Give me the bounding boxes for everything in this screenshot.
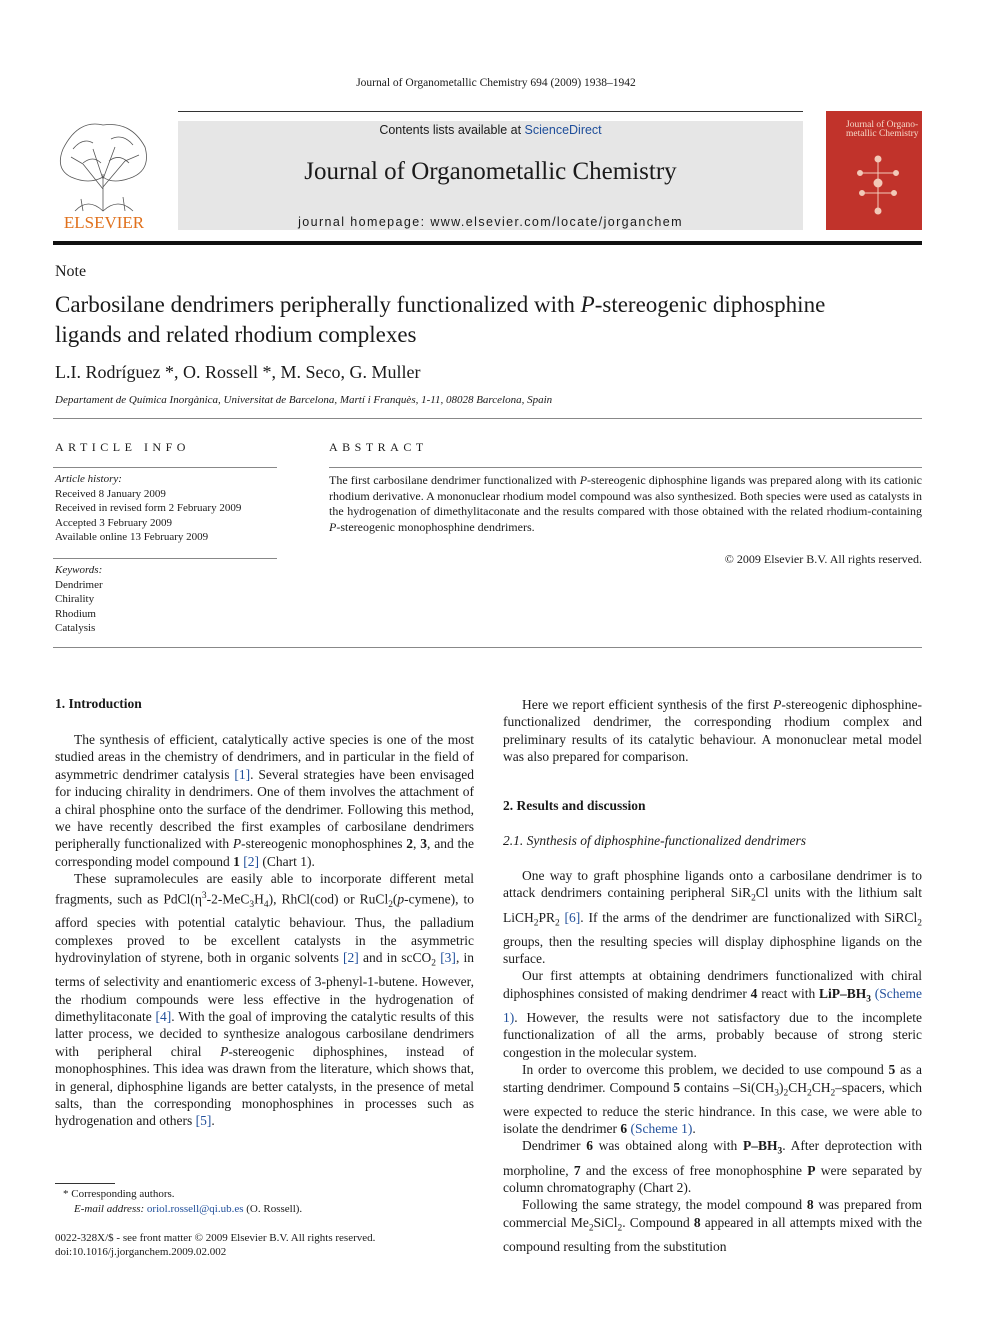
header-rule [178, 111, 803, 112]
history-item: Received 8 January 2009 [55, 487, 166, 500]
section-heading-introduction: 1. Introduction [55, 696, 142, 711]
history-item: Received in revised form 2 February 2009 [55, 502, 242, 514]
elsevier-logo [53, 119, 155, 233]
history-item: Available online 13 February 2009 [55, 531, 209, 543]
divider [53, 418, 922, 419]
keywords-label: Keywords: [55, 564, 103, 576]
history-label: Article history: [55, 473, 122, 485]
divider [53, 558, 277, 559]
bottom-info [55, 1231, 375, 1259]
running-header: Journal of Organometallic Chemistry 694 (2009) 1938–1942 [356, 77, 636, 89]
article-type: Note [55, 263, 87, 280]
cover-molecule-icon [848, 151, 908, 221]
doi-line[interactable]: doi:10.1016/j.jorganchem.2009.02.002 [55, 1246, 227, 1258]
authors: L.I. Rodríguez *, O. Rossell *, M. Seco, G. Muller [55, 362, 421, 382]
paragraph: Our first attempts at obtaining dendrimers functionalized with chiral diphosphines consisted of making dendrimer 4 react with LiP–$BH_3$ (Scheme 1). However, the results were not satisfactory due to the incomplete functionalization of all the arms, probably because of strong steric congestion in the molecular system. [503, 968, 923, 1060]
paragraph: One way to graft phosphine ligands onto a carbosilane dendrimer is to attack dendrimers containing peripheral SiR$_2$Cl units with the lithium salt $LiCH_2PR_2$ [6]. If the arms of the dendrimer are functionalized with SiRCl$_2$ groups, then the resulting species will display diphosphine ligands on the surface. [503, 868, 923, 966]
history-item: Accepted 3 February 2009 [55, 516, 172, 529]
divider [53, 647, 922, 648]
cover-title: Journal of Organo-metallic Chemistry [846, 120, 919, 139]
keyword-item: Catalysis [55, 622, 96, 634]
paragraph: The synthesis of efficient, catalytically active species is one of the most studied areas in the chemistry of dendrimers, and in particular in the field of asymmetric dendrimer catalysis [1]. Several strategies have been envisaged for inducing chirality in dendrimers. One of them involves the attachment of a chiral phosphine onto the surface of the dendrimer. Following this method, we have recently described the first examples of carbosilane dendrimers peripherally functionalized with P-stereogenic monophosphines 2, 3, and the corresponding model compound 1 [2] (Chart 1). [55, 732, 475, 869]
article-title: Carbosilane dendrimers peripherally functionalized with P-stereogenic diphosphine ligands and related rhodium complexes [55, 292, 826, 347]
keyword-item: Dendrimer [55, 578, 103, 591]
footnote-rule [55, 1183, 115, 1184]
paragraph: Dendrimer 6 was obtained along with $P-BH_3$. After deprotection with morpholine, 7 and the excess of free monophosphine P were separated by column chromatography (Chart 2). [503, 1138, 922, 1195]
abstract-text: The first carbosilane dendrimer functionalized with P-stereogenic diphosphine ligands was prepared along with its cationic rhodium derivative. A mononuclear rhodium model compound was also synthesized. Both species were used as catalysts in the hydrogenation of dimethylitaconate and the results compared with those obtained with the related rhodium-containing P-stereogenic monophosphine dendrimers. [329, 473, 922, 534]
sciencedirect-link[interactable]: ScienceDirect [524, 123, 602, 137]
article-info-heading: ARTICLE INFO [55, 440, 190, 454]
divider [329, 467, 922, 468]
journal-title: Journal of Organometallic Chemistry [304, 158, 677, 185]
subsection-heading: 2.1. Synthesis of diphosphine-functionalized dendrimers [503, 833, 806, 848]
journal-masthead [178, 121, 803, 230]
svg-text:ELSEVIER: ELSEVIER [63, 213, 145, 232]
section-heading-results: 2. Results and discussion [503, 798, 646, 813]
email-link[interactable]: oriol.rossell@qi.ub.es [146, 1202, 244, 1215]
contents-prefix: Contents lists available at [379, 123, 525, 137]
footnotes [55, 1187, 302, 1216]
paragraph: Following the same strategy, the model compound 8 was prepared from commercial $Me_2SiCl_2$. Compound 8 appeared in all attempts mixed with the compound resulting from the substitution [503, 1197, 922, 1254]
keyword-item: Chirality [55, 593, 95, 605]
corresponding-note: * Corresponding authors. [63, 1188, 175, 1200]
article-history [55, 472, 241, 545]
body-column-right [503, 867, 922, 1255]
paragraph: These supramolecules are easily able to incorporate different metal fragments, such as $PdCl(\eta^3-2-MeC_3H_4)$, RhCl(cod) or RuCl$_2$(p-cymene), to afford species with potential catalytic behaviour. Thus, the palladium complexes proved to be excellent catalysts in the asymmetric hydrovinylation of styrene, both in organic solvents [2] and in scCO$_2$ [3], in terms of selectivity and enantiomeric excess of 3-phenyl-1-butene. However, the rhodium compounds were less effective in the hydrogenation of dimethylitaconate [4]. With the goal of improving the catalytic results of this latter process, we decided to synthesize analogous carbosilane dendrimers with peripheral chiral P-stereogenic diphosphines, instead of monophosphines. This idea was drawn from the literature, which shows that, in general, diphosphine ligands are better catalysts, in the presence of metal salts, than the corresponding monophosphines in processes such as hydrogenation and others [5]. [55, 871, 475, 1129]
affiliation: Departament de Química Inorgànica, Universitat de Barcelona, Martí i Franquès, 1-11, 08028 Barcelona, Spain [55, 394, 553, 406]
body-column-left [55, 731, 474, 1130]
email-label: E-mail address: [74, 1202, 147, 1215]
keyword-item: Rhodium [55, 607, 96, 620]
email-suffix: (O. Rossell). [243, 1202, 303, 1215]
issn-line: 0022-328X/$ - see front matter © 2009 Elsevier B.V. All rights reserved. [55, 1232, 376, 1244]
keywords [55, 563, 103, 636]
journal-cover-thumbnail [826, 111, 922, 230]
email-note [55, 1202, 302, 1217]
abstract-copyright: © 2009 Elsevier B.V. All rights reserved. [724, 552, 922, 566]
body-column-right-intro [503, 696, 922, 766]
contents-line [178, 123, 803, 137]
journal-homepage[interactable]: journal homepage: www.elsevier.com/locate/jorganchem [298, 215, 683, 229]
abstract-heading: ABSTRACT [329, 440, 428, 454]
paragraph: Here we report efficient synthesis of the first P-stereogenic diphosphine-functionalized dendrimer, the corresponding rhodium complex and preliminary results of its catalytic behaviour. A mononuclear metal model was also prepared for comparison. [503, 697, 922, 765]
paragraph: In order to overcome this problem, we decided to use compound 5 as a starting dendrimer. Compound 5 contains $-Si(CH_3)_2CH_2CH_2$–spacers, which were expected to reduce the steric hindrance. In this case, we were able to isolate the dendrimer 6 (Scheme 1). [503, 1062, 922, 1137]
header-thick-rule [53, 241, 922, 245]
divider [53, 467, 277, 468]
